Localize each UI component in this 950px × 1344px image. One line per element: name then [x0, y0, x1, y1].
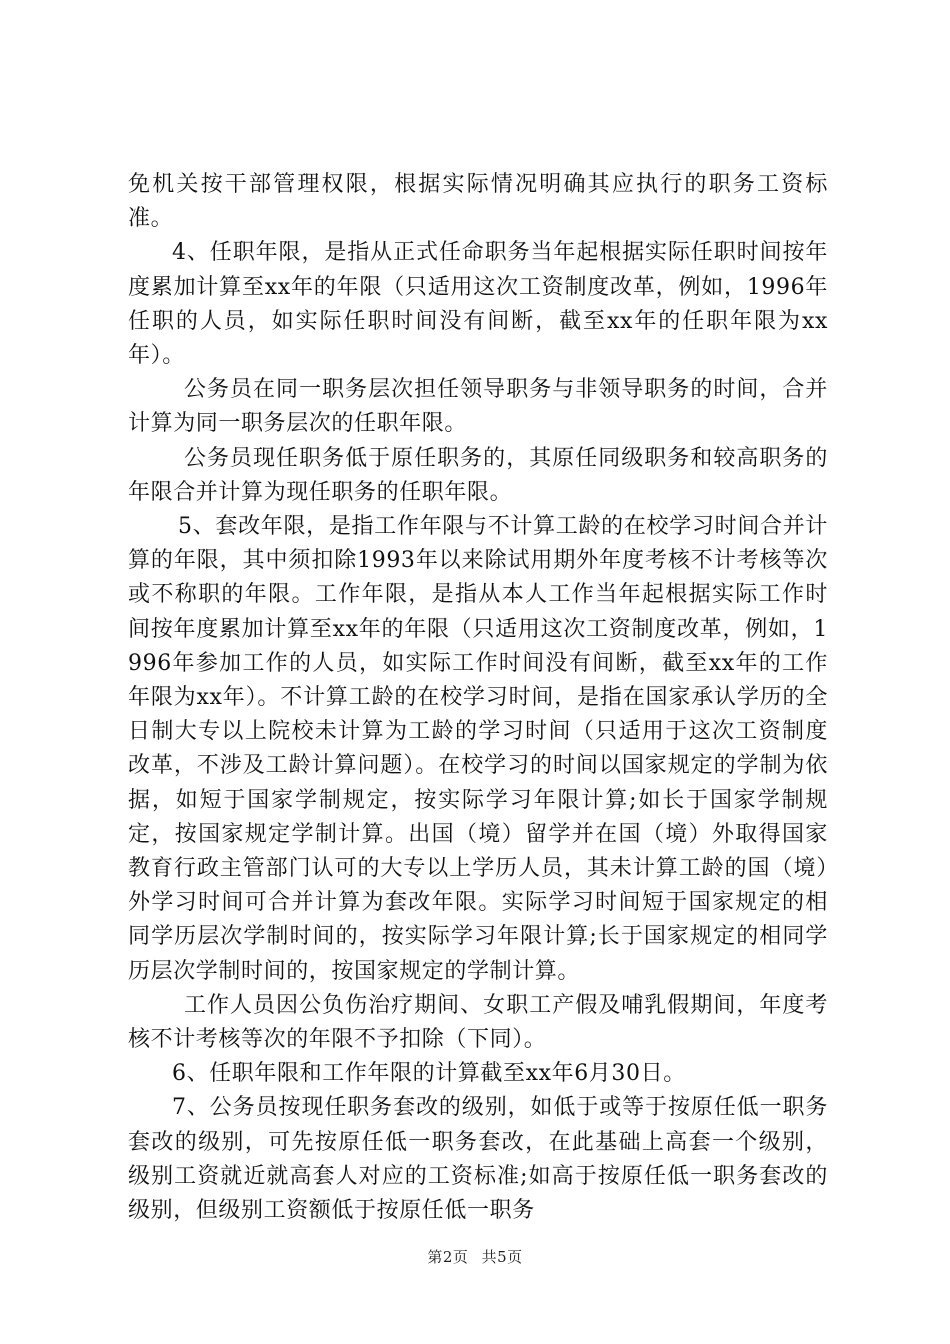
paragraph-item-4: 4、任职年限，是指从正式任命职务当年起根据实际任职时间按年度累加计算至xx年的年限（只适用这次工资制度改革，例如，1996年任职的人员，如实际任职时间没有间断，截至xx年的任职年限为xx年）。 [128, 240, 828, 369]
page-footer [0, 1246, 950, 1267]
paragraph-continuation: 免机关按干部管理权限，根据实际情况明确其应执行的职务工资标准。 [128, 172, 828, 232]
paragraph-item-6: 6、任职年限和工作年限的计算截至xx年6月30日。 [172, 1061, 686, 1087]
page-number-current: 第2页 [427, 1248, 469, 1266]
paragraph-item-7: 7、公务员按现任职务套改的级别，如低于或等于按原任低一职务套改的级别，可先按原任低一职务套改，在此基础上高套一个级别，级别工资就近就高套人对应的工资标准;如高于按原任低一职务套改的级别，但级别工资额低于按原任低一职务 [128, 1095, 828, 1224]
paragraph-injury-leave: 工作人员因公负伤治疗期间、女职工产假及哺乳假期间，年度考核不计考核等次的年限不予扣除（下同）。 [128, 992, 828, 1053]
page-number-total: 共5页 [481, 1248, 523, 1266]
paragraph-item-5: 5、套改年限，是指工作年限与不计算工龄的在校学习时间合并计算的年限，其中须扣除1993年以来除试用期外年度考核不计考核等次或不称职的年限。工作年限，是指从本人工作当年起根据实际工作时间按年度累加计算至xx年的年限（只适用这次工资制度改革，例如，1996年参加工作的人员，如实际工作时间没有间断，截至xx年的工作年限为xx年）。不计算工龄的在校学习时间，是指在国家承认学历的全日制大专以上院校未计算为工龄的学习时间（只适用于这次工资制度改革，不涉及工龄计算问题）。在校学习的时间以国家规定的学制为依据，如短于国家学制规定，按实际学习年限计算;如长于国家学制规定，按国家规定学制计算。出国（境）留学并在国（境）外取得国家教育行政主管部门认可的大专以上学历人员，其未计算工龄的国（境）外学习时间可合并计算为套改年限。实际学习时间短于国家规定的相同学历层次学制时间的，按实际学习年限计算;长于国家规定的相同学历层次学制时间的，按国家规定的学制计算。 [128, 514, 828, 984]
paragraph-lower-current-duty: 公务员现任职务低于原任职务的，其原任同级职务和较高职务的年限合并计算为现任职务的任职年限。 [128, 445, 828, 505]
paragraph-same-level-duties: 公务员在同一职务层次担任领导职务与非领导职务的时间，合并计算为同一职务层次的任职年限。 [128, 377, 828, 437]
document-body [128, 168, 828, 1228]
